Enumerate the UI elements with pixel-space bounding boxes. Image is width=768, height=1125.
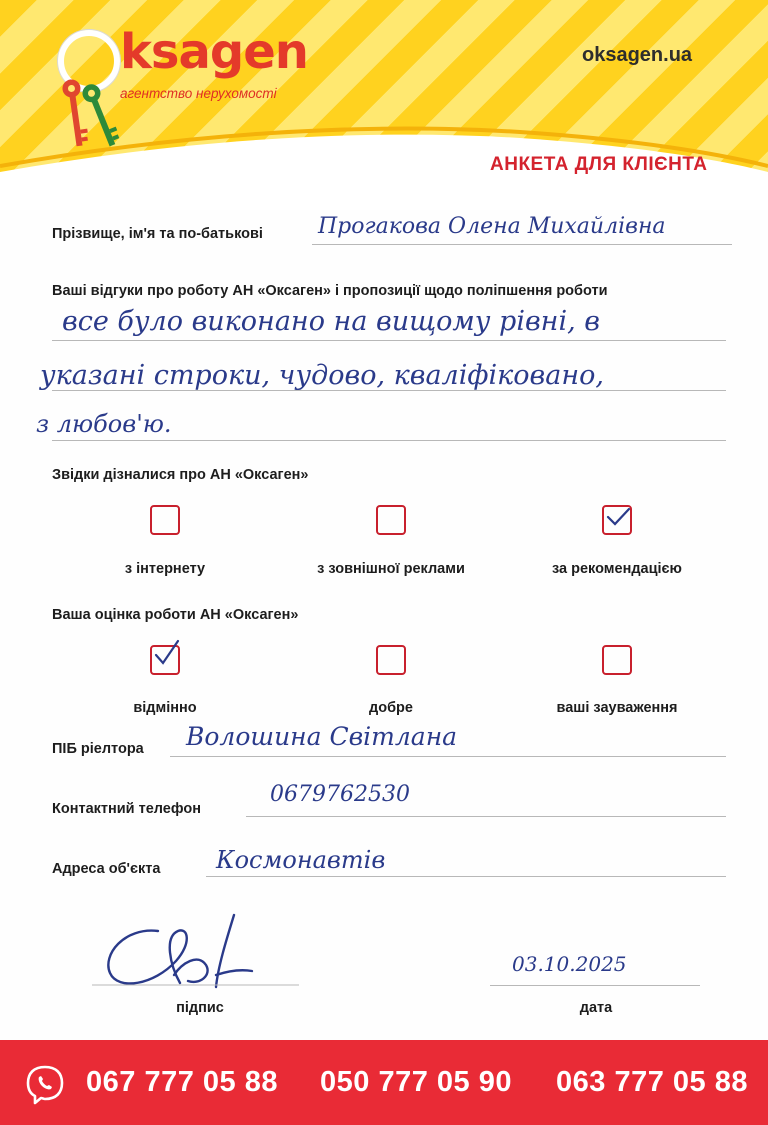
feedback-line-1 bbox=[52, 340, 726, 341]
logo-wordmark: ksagen bbox=[120, 24, 308, 80]
date-line bbox=[490, 985, 700, 986]
checkbox-excellent[interactable] bbox=[150, 645, 180, 675]
phone-line bbox=[246, 816, 726, 817]
name-value: Прогакова Олена Михайлівна bbox=[318, 214, 666, 239]
realtor-line bbox=[170, 756, 726, 757]
form-title: АНКЕТА ДЛЯ КЛІЄНТА bbox=[490, 154, 708, 175]
option-good-label: добре bbox=[369, 700, 413, 716]
option-recommendation-label: за рекомендацією bbox=[552, 561, 682, 577]
option-excellent-label: відмінно bbox=[133, 700, 197, 716]
address-label: Адреса об'єкта bbox=[52, 861, 161, 877]
date-label: дата bbox=[579, 1000, 613, 1016]
logo bbox=[48, 14, 308, 154]
footer-phone-3[interactable]: 063 777 05 88 bbox=[556, 1066, 748, 1098]
checkmark-icon bbox=[148, 637, 184, 673]
keys-icon bbox=[50, 72, 120, 162]
footer-contacts bbox=[0, 1040, 768, 1125]
checkbox-outdoor-ads[interactable] bbox=[376, 505, 406, 535]
feedback-label: Ваші відгуки про роботу АН «Оксаген» і пропозиції щодо поліпшення роботи bbox=[52, 283, 608, 299]
option-internet-label: з інтернету bbox=[124, 561, 206, 577]
address-line bbox=[206, 876, 726, 877]
feedback-line-3 bbox=[52, 440, 726, 441]
rating-label: Ваша оцінка роботи АН «Оксаген» bbox=[52, 607, 299, 623]
checkbox-good[interactable] bbox=[376, 645, 406, 675]
option-outdoor-ads-label: з зовнішної реклами bbox=[317, 561, 465, 577]
checkmark-icon bbox=[600, 497, 636, 533]
checkbox-remarks[interactable] bbox=[602, 645, 632, 675]
signature-drawing bbox=[84, 905, 304, 1015]
feedback-text-3: з любов'ю. bbox=[36, 410, 172, 438]
realtor-value: Волошина Світлана bbox=[186, 722, 458, 751]
address-value: Космонавтів bbox=[216, 846, 386, 874]
feedback-text-2: указані строки, чудово, кваліфіковано, bbox=[40, 360, 604, 391]
name-label: Прізвище, ім'я та по-батькові bbox=[52, 226, 263, 242]
phone-label: Контактний телефон bbox=[52, 801, 201, 817]
source-label: Звідки дізналися про АН «Оксаген» bbox=[52, 467, 309, 483]
date-value: 03.10.2025 bbox=[512, 952, 627, 976]
site-url[interactable]: oksagen.ua bbox=[582, 44, 693, 66]
footer-phone-1[interactable]: 067 777 05 88 bbox=[86, 1066, 278, 1098]
signature-label: підпис bbox=[176, 1000, 224, 1016]
feedback-text-1: все було виконано на вищому рівні, в bbox=[62, 306, 600, 337]
logo-tagline: агентство нерухомості bbox=[120, 86, 277, 101]
footer-phone-2[interactable]: 050 777 05 90 bbox=[320, 1066, 512, 1098]
option-remarks-label: ваші зауваження bbox=[556, 700, 678, 716]
realtor-label: ПІБ ріелтора bbox=[52, 741, 144, 757]
viber-icon bbox=[24, 1064, 66, 1106]
phone-value: 0679762530 bbox=[270, 782, 410, 807]
name-line bbox=[312, 244, 732, 245]
checkbox-internet[interactable] bbox=[150, 505, 180, 535]
checkbox-recommendation[interactable] bbox=[602, 505, 632, 535]
